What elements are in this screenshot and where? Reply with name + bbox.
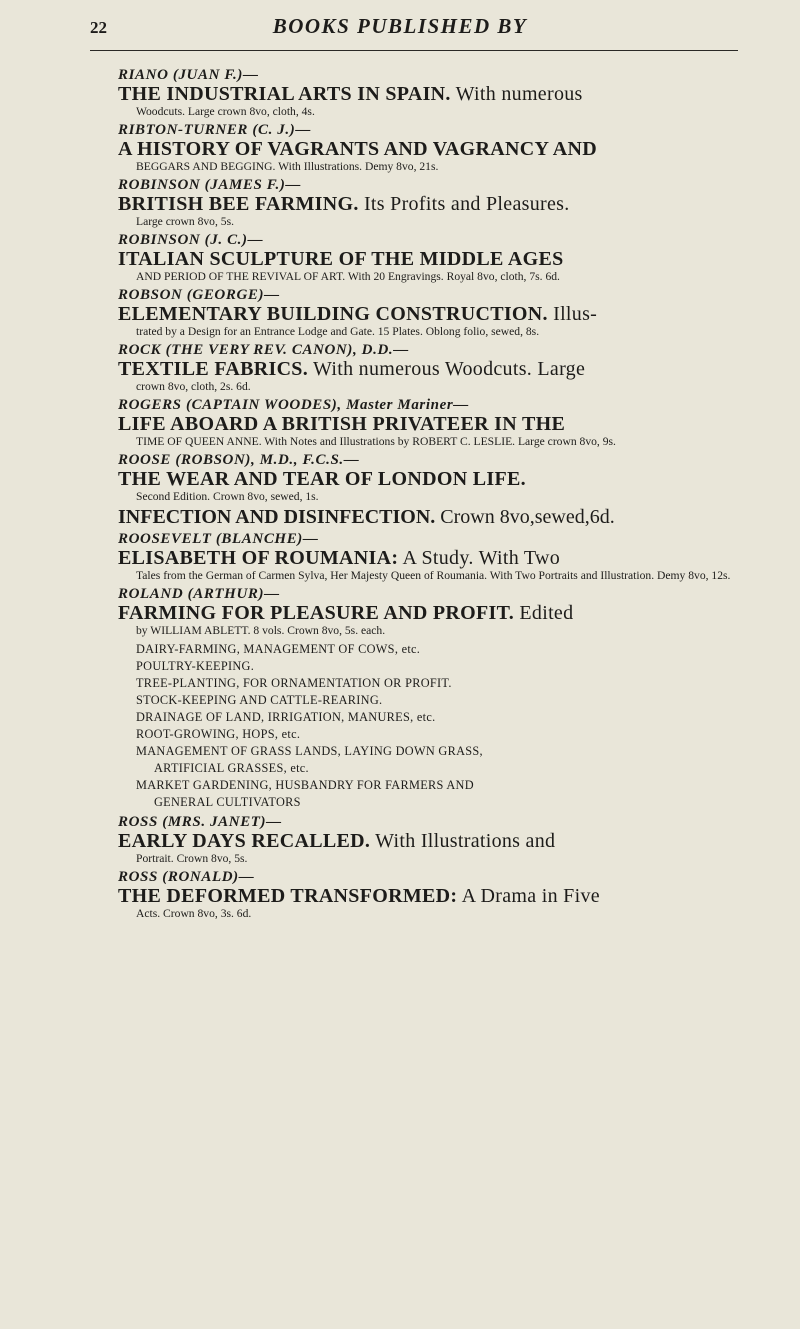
volume-list-item: MANAGEMENT OF GRASS LANDS, LAYING DOWN GRASS,: [136, 744, 483, 758]
entry-description: trated by a Design for an Entrance Lodge and Gate. 15 Plates. Oblong folio, sewed, 8s.: [136, 325, 540, 338]
entry-author: RIANO (JUAN F.)—: [118, 67, 259, 83]
entry-title-main: TEXTILE FABRICS.: [118, 358, 309, 380]
catalogue-entry: [118, 121, 748, 174]
entry-extra-title-main: INFECTION AND DISINFECTION.: [118, 506, 436, 528]
entry-title: [118, 84, 748, 105]
entry-description: Acts. Crown 8vo, 3s. 6d.: [136, 907, 252, 920]
entry-title-main: BRITISH BEE FARMING.: [118, 193, 359, 215]
entry-author: ROCK (THE VERY REV. CANON), D.D.—: [118, 342, 409, 358]
entry-extra-title: [118, 506, 748, 528]
entry-title: [118, 831, 748, 852]
entry-title-main: FARMING FOR PLEASURE AND PROFIT.: [118, 602, 515, 624]
entry-author: ROSS (MRS. JANET)—: [118, 814, 282, 830]
catalogue-entry: [118, 530, 748, 583]
entry-description: AND PERIOD OF THE REVIVAL OF ART. With 20 Engravings. Royal 8vo, cloth, 7s. 6d.: [136, 270, 560, 283]
volume-list-item: GENERAL CULTIVATORS: [154, 795, 301, 809]
entry-description: crown 8vo, cloth, 2s. 6d.: [136, 380, 251, 393]
entry-author: ROOSE (ROBSON), M.D., F.C.S.—: [118, 452, 360, 468]
entry-title-main: EARLY DAYS RECALLED.: [118, 830, 371, 852]
entry-description: BEGGARS AND BEGGING. With Illustrations. Demy 8vo, 21s.: [136, 160, 439, 173]
volume-list-item: TREE-PLANTING, FOR ORNAMENTATION OR PROFIT.: [136, 676, 452, 690]
catalogue-entry: [118, 176, 748, 229]
entry-title: [118, 548, 748, 569]
entry-author: ROSS (RONALD)—: [118, 869, 255, 885]
entry-description: Portrait. Crown 8vo, 5s.: [136, 852, 248, 865]
catalogue-entries: [118, 64, 748, 923]
entry-title: [118, 249, 748, 270]
page-header: [0, 0, 800, 60]
entry-title-main: LIFE ABOARD A BRITISH PRIVATEER IN THE: [118, 413, 566, 435]
volume-list-item: POULTRY-KEEPING.: [136, 659, 255, 673]
catalogue-entry: [118, 868, 748, 921]
entry-title-rest: A Drama in Five: [457, 885, 600, 907]
entry-description: Tales from the German of Carmen Sylva, Her Majesty Queen of Roumania. With Two Portraits and Illustration. Demy 8vo, 12s.: [136, 569, 731, 582]
entry-title: [118, 603, 748, 624]
volume-list-item: DAIRY-FARMING, MANAGEMENT OF COWS, etc.: [136, 642, 421, 656]
entry-title-rest: With Illustrations and: [370, 830, 556, 852]
entry-title-main: THE INDUSTRIAL ARTS IN SPAIN.: [118, 83, 451, 105]
catalogue-entry: [118, 231, 748, 284]
entry-title-rest: With numerous: [450, 83, 583, 105]
entry-title-rest: Its Profits and Pleasures.: [358, 193, 570, 215]
entry-title-main: ITALIAN SCULPTURE OF THE MIDDLE AGES: [118, 248, 564, 270]
entry-description: Woodcuts. Large crown 8vo, cloth, 4s.: [136, 105, 315, 118]
volume-list: [118, 641, 748, 811]
volume-list-item: STOCK-KEEPING AND CATTLE-REARING.: [136, 693, 383, 707]
running-head: BOOKS PUBLISHED BY: [272, 14, 528, 38]
catalogue-entry: [118, 66, 748, 119]
volume-list-item: DRAINAGE OF LAND, IRRIGATION, MANURES, etc.: [136, 710, 436, 724]
entry-author: RIBTON-TURNER (C. J.)—: [118, 122, 311, 138]
entry-title-main: THE WEAR AND TEAR OF LONDON LIFE.: [118, 468, 526, 490]
entry-title: [118, 886, 748, 907]
entry-description: TIME OF QUEEN ANNE. With Notes and Illustrations by ROBERT C. LESLIE. Large crown 8vo, 9s.: [136, 435, 616, 448]
entry-author: ROGERS (CAPTAIN WOODES), Master Mariner—: [118, 397, 469, 413]
entry-title: [118, 359, 748, 380]
volume-list-item: MARKET GARDENING, HUSBANDRY FOR FARMERS AND: [136, 778, 474, 792]
entry-title-rest: Edited: [514, 602, 574, 624]
catalogue-entry: [118, 451, 748, 528]
entry-title-main: ELISABETH OF ROUMANIA:: [118, 547, 399, 569]
entry-author: ROBINSON (JAMES F.)—: [118, 177, 302, 193]
volume-list-item: ROOT-GROWING, HOPS, etc.: [136, 727, 301, 741]
catalogue-entry: [118, 813, 748, 866]
entry-author: ROBINSON (J. C.)—: [118, 232, 264, 248]
entry-title-main: THE DEFORMED TRANSFORMED:: [118, 885, 458, 907]
entry-author: ROLAND (ARTHUR)—: [118, 586, 280, 602]
header-rule: [90, 50, 738, 51]
page-number: 22: [90, 18, 107, 37]
entry-title: [118, 139, 748, 160]
catalogue-entry: [118, 585, 748, 811]
volume-list-item: ARTIFICIAL GRASSES, etc.: [154, 761, 309, 775]
entry-description: Second Edition. Crown 8vo, sewed, 1s.: [136, 490, 319, 503]
catalogue-entry: [118, 341, 748, 394]
entry-title-rest: A Study. With Two: [398, 547, 561, 569]
entry-title-rest: Illus-: [547, 303, 598, 325]
entry-title: [118, 414, 748, 435]
entry-title-rest: With numerous Woodcuts. Large: [308, 358, 586, 380]
catalogue-entry: [118, 396, 748, 449]
entry-title-main: ELEMENTARY BUILDING CONSTRUCTION.: [118, 303, 548, 325]
catalogue-entry: [118, 286, 748, 339]
entry-title-main: A HISTORY OF VAGRANTS AND VAGRANCY AND: [118, 138, 597, 160]
entry-title: [118, 469, 748, 490]
entry-title: [118, 304, 748, 325]
entry-author: ROOSEVELT (BLANCHE)—: [118, 531, 319, 547]
entry-description: Large crown 8vo, 5s.: [136, 215, 234, 228]
entry-author: ROBSON (GEORGE)—: [118, 287, 280, 303]
entry-description: by WILLIAM ABLETT. 8 vols. Crown 8vo, 5s. each.: [136, 624, 386, 637]
entry-extra-title-rest: Crown 8vo,sewed,6d.: [435, 506, 615, 528]
entry-title: [118, 194, 748, 215]
